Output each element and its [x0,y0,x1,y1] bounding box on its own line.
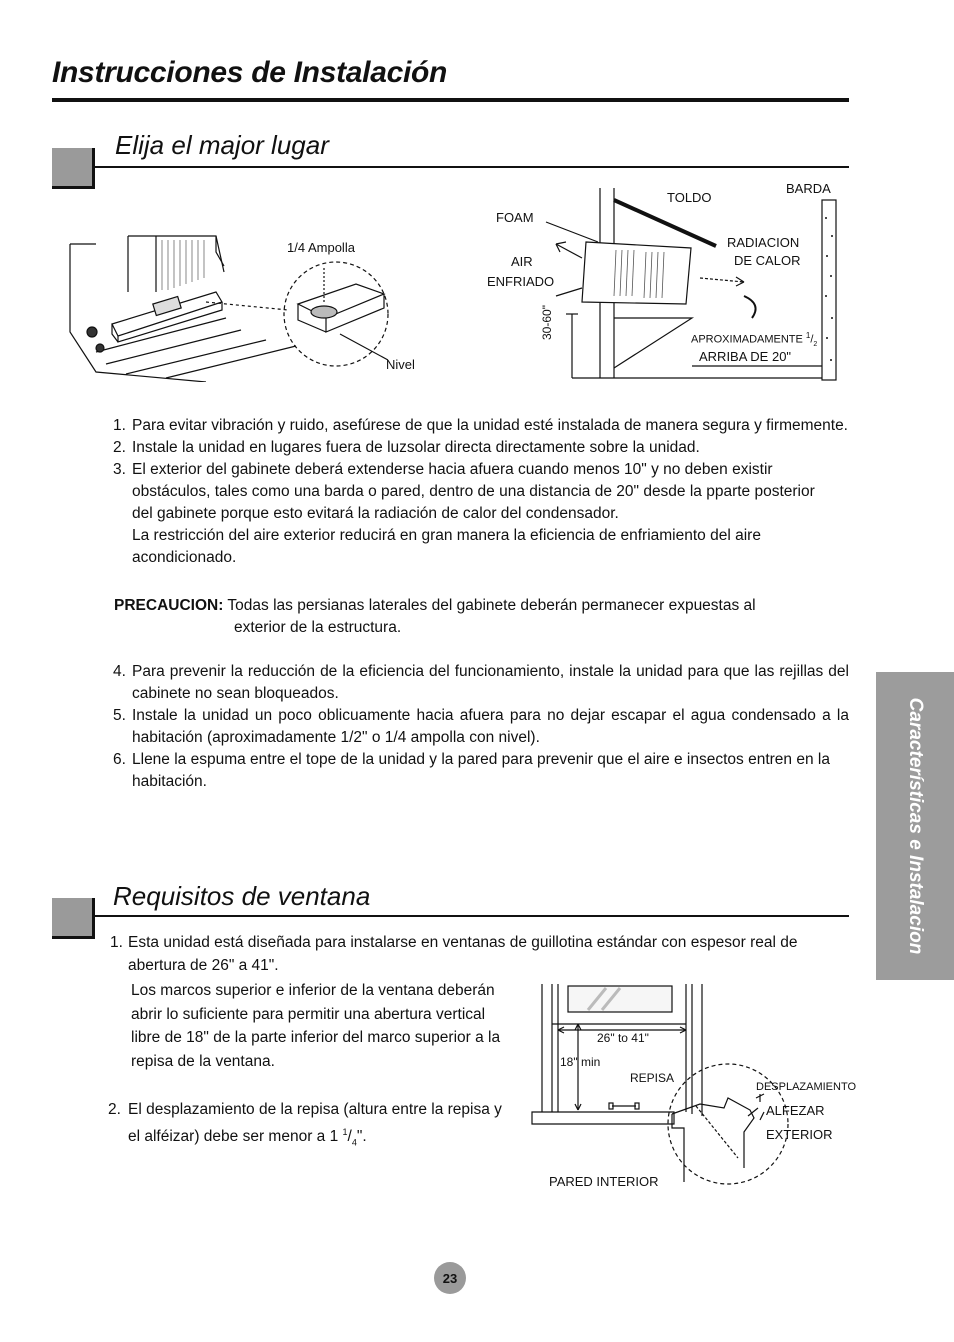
list-item: 2. Instale la unidad en lugares fuera de luzsolar directa directamente sobre la unidad. [113,439,700,456]
precaution-note: PRECAUCION: Todas las persianas laterales del gabinete deberán permanecer expuestas al exterior de la estructura. [114,597,756,636]
section-divider [95,915,849,917]
list-item: 2. El desplazamiento de la repisa (altura entre la repisa y el alféizar) debe ser menor a 1 $^1/_4$". [108,1101,502,1148]
label-height: 30-60" [540,305,554,340]
label-alfezar: ALFEZAR [766,1103,825,1118]
label-pared-interior: PARED INTERIOR [549,1174,659,1189]
section-title-location: Elija el major lugar [115,130,329,160]
list-item: 4. Para prevenir la reducción de la eficiencia del funcionamiento, instale la unidad para que las rejillas del cabinete no sean bloqueados. [113,663,849,702]
label-width: 26" to 41" [597,1031,649,1045]
figure-window [528,982,857,1192]
label-aproximadamente: APROXIMADAMENTE $^1/_2$ [691,331,818,348]
label-de-calor: DE CALOR [734,253,801,268]
label-arriba: ARRIBA DE 20" [699,349,792,364]
label-min: 18" min [560,1055,601,1069]
label-air: AIR [511,254,533,269]
side-tab-label: Características e Instalacion [905,697,926,955]
section-marker-icon [52,898,95,939]
title-divider [52,98,849,102]
list-item: 6. Llene la espuma entre el tope de la unidad y la pared para prevenir que el aire e insectos entren en la habitación. [113,751,830,790]
figure-level [66,232,415,382]
label-toldo: TOLDO [667,190,712,205]
label-desplazamiento: DESPLAZAMIENTO [756,1081,857,1093]
precaution-label: PRECAUCION: [114,597,224,614]
list-item: 3. El exterior del gabinete deberá extenderse hacia afuera cuando menos 10" y no deben existir obstáculos, tales como una barda o pared, dentro de una distancia de 20" desde la pparte posterior del gabinete porque esto evitará la radiación de calor del condensador. La restricción del aire exterior reducirá en gran manera la eficiencia de enfriamiento del aire acondicionado. [113,461,815,566]
list-item: 5. Instale la unidad un poco oblicuamente hacia afuera para no dejar escapar el agua condensado a la habitación (aproximadamente 1/2" o 1/4 ampolla con nivel). [113,707,849,746]
label-barda: BARDA [786,181,831,196]
figure-side-view [486,178,850,388]
label-foam: FOAM [496,210,534,225]
label-bubble: 1/4 Ampolla [287,240,355,255]
label-repisa: REPISA [630,1071,675,1085]
side-tab [876,672,954,980]
window-requirements-list [110,931,849,977]
page-number: 23 [434,1262,466,1294]
instructions-list-1 [113,415,849,569]
label-exterior: EXTERIOR [766,1127,833,1142]
instructions-list-2 [113,661,849,793]
list-item: 1. Para evitar vibración y ruido, asefúrese de que la unidad esté instalada de manera segura y firmemente. [113,417,848,434]
page-title: Instrucciones de Instalación [52,56,448,89]
list-item: 1. Esta unidad está diseñada para instalarse en ventanas de guillotina estándar con espesor real de abertura de 26" a 41". [110,934,798,974]
section-marker-icon [52,148,95,189]
section-title-window: Requisitos de ventana [113,881,371,911]
label-enfriado: ENFRIADO [487,274,555,289]
section-divider [95,166,849,168]
window-paragraph: Los marcos superior e inferior de la ventana deberán abrir lo suficiente para permitir una abertura vertical libre de 18" de la parte inferior del marco superior a la repisa de la ventana. [131,982,501,1070]
label-level: Nivel [386,357,415,372]
label-radiacion: RADIACION [727,235,800,250]
